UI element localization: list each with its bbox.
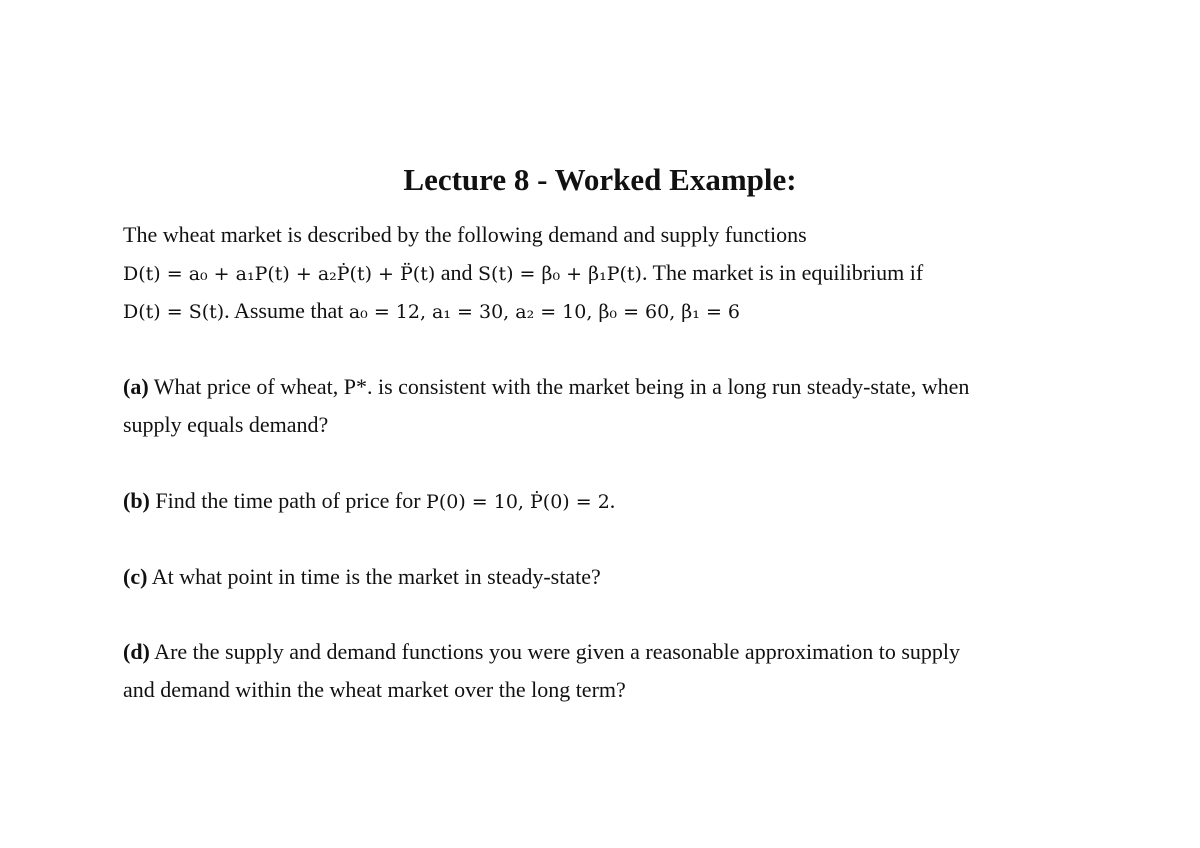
demand-equation: D(t) = a₀ + a₁P(t) + a₂Ṗ(t) + P̈(t) xyxy=(123,263,436,285)
intro-line-3 xyxy=(123,296,1123,327)
question-d-line-1 xyxy=(123,637,1123,667)
question-d-label: (d) xyxy=(123,639,150,664)
question-c-label: (c) xyxy=(123,564,148,589)
page-title: Lecture 8 - Worked Example: xyxy=(403,162,797,197)
question-b xyxy=(123,486,1123,517)
question-d-line-2: and demand within the wheat market over the long term? xyxy=(123,677,626,702)
intro-line-1: The wheat market is described by the following demand and supply functions xyxy=(123,222,807,247)
question-c xyxy=(123,562,1123,592)
intro-line-2 xyxy=(123,258,1123,289)
question-a-line-2: supply equals demand? xyxy=(123,412,329,437)
question-a-line-1 xyxy=(123,372,1123,402)
and-word: and xyxy=(435,260,479,285)
parameter-values: a₀ = 12, a₁ = 30, a₂ = 10, β₀ = 60, β₁ = 6 xyxy=(348,301,740,323)
equilibrium-equation: D(t) = S(t) xyxy=(123,301,225,323)
question-d-text: Are the supply and demand functions you were given a reasonable approximation to supply xyxy=(149,639,961,664)
assume-text: . Assume that xyxy=(224,298,349,323)
initial-condition: P(0) = 10, Ṗ(0) = 2 xyxy=(426,491,610,513)
question-c-text: At what point in time is the market in steady-state? xyxy=(147,564,601,589)
equilibrium-text: . The market is in equilibrium if xyxy=(641,260,924,285)
question-b-end: . xyxy=(609,488,616,513)
supply-equation: S(t) = β₀ + β₁P(t) xyxy=(478,263,642,285)
question-a-text: What price of wheat, P*. is consistent with the market being in a long run steady-state, when xyxy=(148,374,970,399)
question-a-label: (a) xyxy=(123,374,149,399)
question-b-text: Find the time path of price for xyxy=(149,488,427,513)
question-b-label: (b) xyxy=(123,488,150,513)
